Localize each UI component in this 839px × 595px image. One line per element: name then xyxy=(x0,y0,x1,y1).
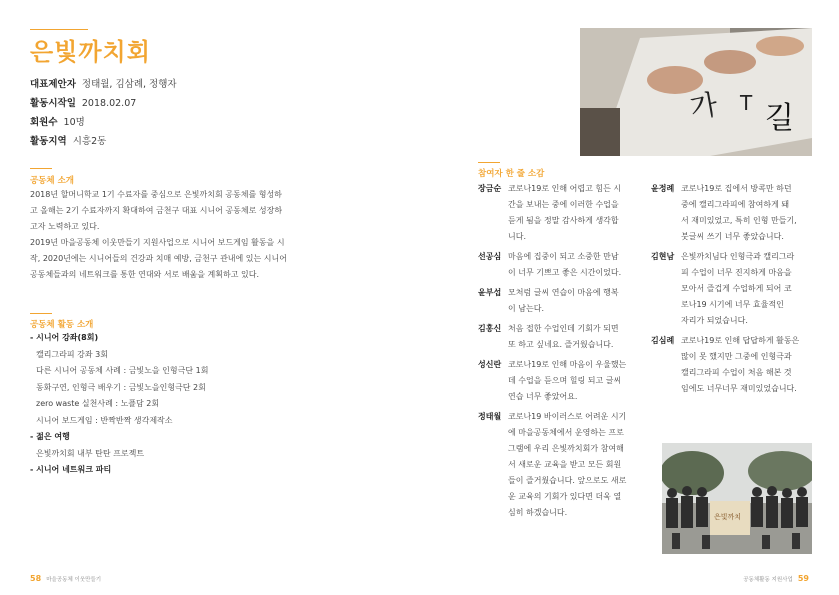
svg-text:가: 가 xyxy=(687,87,720,125)
activities-heading: 공동체 활동 소개 xyxy=(30,320,94,330)
intro-line: 작, 2020년에는 시니어들의 건강과 치매 예방, 금천구 관내에 있는 시니어 xyxy=(30,254,287,263)
footer-left xyxy=(30,566,101,585)
meta-value: 시흥2동 xyxy=(72,136,107,147)
review-line: 니다. xyxy=(508,232,526,241)
meta-value: 정태월, 김삼례, 정행자 xyxy=(81,79,177,90)
review-line: 로나19 시기에 너무 효율적인 xyxy=(681,300,784,309)
meta-label: 활동지역 xyxy=(30,136,67,147)
intro-line: 고자 노력하고 있다. xyxy=(30,222,100,231)
reviewer-name: 성신란 xyxy=(478,360,502,369)
review-line: 처음 접한 수업인데 기회가 되면 xyxy=(508,324,619,333)
review-line: 코로나19로 인해 마음이 우울했는 xyxy=(508,360,627,369)
review-line: 코로나19로 집에서 방콕만 하던 xyxy=(681,184,792,193)
meta-label: 대표제안자 xyxy=(30,79,76,90)
review-line: 피 수업이 너무 진지하게 마음을 xyxy=(681,268,792,277)
activity-item: 다른 시니어 공동체 사례 : 금빛노을 인형극단 1회 xyxy=(36,366,209,375)
reviewer-name: 윤정례 xyxy=(651,184,675,193)
review-line: 마음에 집중이 되고 소중한 만남 xyxy=(508,252,619,261)
svg-text:은빛까치: 은빛까치 xyxy=(714,513,742,521)
review-item xyxy=(478,357,650,405)
review-line: 캘리그라피 수업이 처음 해본 것 xyxy=(681,368,792,377)
reviewer-name: 선공심 xyxy=(478,252,502,261)
intro-text xyxy=(30,187,320,283)
review-line: 코로나19로 인해 답답하게 활동은 xyxy=(681,336,800,345)
activity-heading: - 시니어 강좌(8회) xyxy=(30,333,99,342)
reviews-heading: 참여자 한 줄 소감 xyxy=(478,169,545,179)
activity-item: 은빛까치회 내부 탄탄 프로젝트 xyxy=(36,448,145,458)
calligraphy-photo xyxy=(580,28,812,156)
page-title: 은빛까치회 xyxy=(30,38,151,66)
svg-text:길: 길 xyxy=(765,101,794,136)
review-line: 많이 못 했지만 그중에 인형극과 xyxy=(681,352,792,361)
activity-item: zero waste 실천사례 : 노플담 2회 xyxy=(36,399,160,408)
reviewer-name: 정태월 xyxy=(478,412,502,421)
review-line: 심히 하겠습니다. xyxy=(508,508,568,517)
reviewer-name: 김홍신 xyxy=(478,324,502,333)
review-line: 서 재미있었고, 특히 인형 만들기, xyxy=(681,216,797,225)
review-item xyxy=(478,249,650,281)
footer-left-text: 마을공동체 이웃만들기 xyxy=(46,577,102,583)
review-text xyxy=(681,333,799,397)
review-line: 자리가 되었습니다. xyxy=(681,316,748,325)
page-number-right: 59 xyxy=(797,574,809,583)
meta-row xyxy=(30,97,177,111)
activities-rule xyxy=(30,313,52,314)
footer-right xyxy=(743,566,809,585)
review-line: 임에도 너무너무 재미있었습니다. xyxy=(681,384,797,393)
review-item xyxy=(478,181,650,245)
review-line: 듣게 됨을 정말 감사하게 생각합 xyxy=(508,216,619,225)
review-line: 은빛까치님다 인형극과 캘리그라 xyxy=(681,252,795,261)
review-line: 들이 즐거웠습니다. 앞으로도 새로 xyxy=(508,476,627,485)
review-line: 에 마을공동체에서 운영하는 프로 xyxy=(508,428,624,437)
title-rule xyxy=(30,29,88,30)
group-photo xyxy=(662,443,812,554)
meta-row xyxy=(30,116,177,130)
review-line: 이 너무 기쁘고 좋은 시간이었다. xyxy=(508,268,622,277)
reviews-rule xyxy=(478,162,500,163)
review-line: 중에 캘리그라피에 참여하게 돼 xyxy=(681,200,790,209)
review-item xyxy=(478,285,650,317)
review-item xyxy=(478,321,650,353)
review-line: 코로나19로 인해 어렵고 힘든 시 xyxy=(508,184,622,193)
meta-list xyxy=(30,78,177,154)
activity-heading: - 젊은 여행 xyxy=(30,432,70,441)
intro-rule xyxy=(30,168,52,169)
reviewer-name: 장금순 xyxy=(478,184,502,193)
meta-value: 10명 xyxy=(63,117,85,128)
review-line: 모처럼 글씨 연습이 마음에 행복 xyxy=(508,288,619,297)
review-item xyxy=(651,333,817,397)
review-line: 또 하고 싶네요. 즐거웠습니다. xyxy=(508,340,614,349)
meta-row xyxy=(30,135,177,149)
reviewer-name: 김현남 xyxy=(651,252,675,261)
review-line: 데 수업을 듣으며 힐링 되고 글씨 xyxy=(508,376,622,385)
meta-label: 활동시작일 xyxy=(30,98,76,109)
meta-value: 2018.02.07 xyxy=(81,98,137,109)
review-line: 서 새로운 교육을 받고 모든 회원 xyxy=(508,460,622,469)
activities-list xyxy=(30,330,320,479)
reviewer-name: 김심례 xyxy=(651,336,675,345)
activity-item: 동화구연, 인형극 배우기 : 금빛노을인형극단 2회 xyxy=(36,382,206,392)
review-line: 붓글씨 쓰기 너무 좋았습니다. xyxy=(681,232,784,241)
review-text xyxy=(508,357,626,405)
page-number-left: 58 xyxy=(30,574,42,583)
review-line: 운 교육의 기회가 있다면 더욱 열 xyxy=(508,492,622,501)
review-text xyxy=(508,249,621,281)
activity-item: 캘리그라피 강좌 3회 xyxy=(36,349,108,359)
activity-heading: - 시니어 네트워크 파티 xyxy=(30,465,112,474)
review-text xyxy=(508,181,621,245)
intro-line: 2018년 할머니학교 1기 수료자를 중심으로 은빛까치회 공동체를 형성하 xyxy=(30,190,282,199)
intro-line: 2019년 마을공동체 이웃만들기 지원사업으로 시니어 보드게임 활동을 시 xyxy=(30,238,285,247)
intro-line: 공동체들과의 네트워크를 통한 연대와 서로 배움을 계획하고 있다. xyxy=(30,270,259,279)
intro-heading: 공동체 소개 xyxy=(30,176,75,186)
review-line: 연습 너무 좋았어요. xyxy=(508,392,578,401)
footer-right-text: 공동체활동 지원사업 xyxy=(743,577,793,583)
review-line: 그램에 우리 은빛까치회가 참여해 xyxy=(508,444,624,453)
review-line: 간을 보내는 중에 이러한 수업을 xyxy=(508,200,619,209)
svg-text:T: T xyxy=(740,91,753,115)
review-text xyxy=(681,249,794,329)
review-text xyxy=(508,285,619,317)
review-line: 모아서 즐겁게 수업하게 되어 코 xyxy=(681,284,792,293)
review-line: 이 남는다. xyxy=(508,304,544,313)
review-text xyxy=(508,409,626,521)
review-item xyxy=(651,181,817,245)
review-line: 코로나19 바이러스로 어려운 시기 xyxy=(508,412,627,421)
activity-item: 시니어 보드게임 : 반짝반짝 생각제작소 xyxy=(36,415,173,425)
intro-line: 고 올해는 2기 수료자까지 확대하여 금천구 대표 시니어 공동체로 성장하 xyxy=(30,206,283,215)
meta-row xyxy=(30,78,177,92)
review-item xyxy=(651,249,817,329)
meta-label: 회원수 xyxy=(30,117,58,128)
review-text xyxy=(508,321,619,353)
review-text xyxy=(681,181,797,245)
reviewer-name: 윤부섭 xyxy=(478,288,502,297)
review-item xyxy=(478,409,650,521)
